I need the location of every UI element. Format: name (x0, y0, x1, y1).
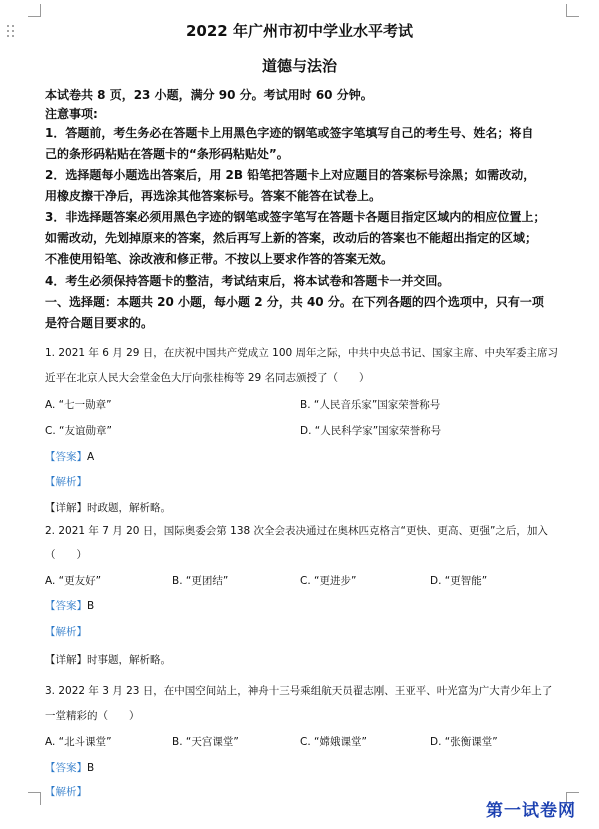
notice-line: 如需改动，先划掉原来的答案，然后再写上新的答案，改动后的答案也不能超出指定的区域； (45, 231, 538, 245)
option-d: D. “人民科学家”国家荣誉称号 (300, 425, 442, 437)
detail-line: 【详解】时事题，解析略。 (45, 654, 171, 666)
answer-value: B (87, 762, 95, 774)
site-watermark: 第一试卷网 (486, 801, 576, 821)
intro-text: 本试卷共 8 页，23 小题，满分 90 分。考试用时 60 分钟。 (45, 88, 373, 102)
answer-line (45, 449, 94, 464)
option-d: D. “张衡课堂” (430, 736, 498, 748)
option-a: A. “更友好” (45, 575, 102, 587)
analysis-label: 【解析】 (45, 476, 87, 488)
crop-mark-bottom-left (28, 792, 41, 805)
answer-label: 【答案】 (45, 600, 87, 612)
notice-line: 不准使用铅笔、涂改液和修正带。不按以上要求作答的答案无效。 (45, 252, 394, 266)
notice-line: 2．选择题每小题选出答案后，用 2B 铅笔把答题卡上对应题目的答案标号涂黑；如需改动， (45, 168, 536, 182)
exam-title: 2022 年广州市初中学业水平考试 (186, 22, 413, 40)
question-stem: 3. 2022 年 3 月 23 日，在中国空间站上，神舟十三号乘组航天员翟志刚、王亚平、叶光富为广大青少年上了 (45, 685, 553, 697)
option-a: A. “北斗课堂” (45, 736, 112, 748)
question-stem: 一堂精彩的（ ） (45, 710, 140, 722)
analysis-label: 【解析】 (45, 626, 87, 638)
answer-value: A (87, 451, 95, 463)
option-c: C. “嫦娥课堂” (300, 736, 367, 748)
notice-line: 用橡皮擦干净后，再选涂其他答案标号。答案不能答在试卷上。 (45, 189, 382, 203)
answer-label: 【答案】 (45, 762, 87, 774)
question-stem: 2. 2021 年 7 月 20 日，国际奥委会第 138 次全会表决通过在奥林匹克格言“更快、更高、更强”之后，加入 (45, 525, 548, 537)
detail-line: 【详解】时政题，解析略。 (45, 502, 171, 514)
option-c: C. “更进步” (300, 575, 357, 587)
option-c: C. “友谊勋章” (45, 425, 112, 437)
crop-mark-top-left (28, 4, 41, 17)
notice-line: 3．非选择题答案必须用黑色字迹的钢笔或签字笔写在答题卡各题目指定区域内的相应位置上； (45, 210, 546, 224)
notice-line: 己的条形码粘贴在答题卡的“条形码粘贴处”。 (45, 147, 289, 161)
option-b: B. “人民音乐家”国家荣誉称号 (300, 399, 441, 411)
section-heading-cont: 是符合题目要求的。 (45, 316, 154, 330)
answer-line (45, 598, 94, 613)
answer-line (45, 760, 94, 775)
question-stem: 1. 2021 年 6 月 29 日，在庆祝中国共产党成立 100 周年之际，中共中央总书记、国家主席、中央军委主席习 (45, 347, 559, 359)
option-d: D. “更智能” (430, 575, 488, 587)
answer-value: B (87, 600, 95, 612)
option-b: B. “天宫课堂” (172, 736, 239, 748)
subject-title: 道德与法治 (261, 57, 337, 75)
question-stem: 近平在北京人民大会堂金色大厅向张桂梅等 29 名同志颁授了（ ） (45, 372, 370, 384)
answer-label: 【答案】 (45, 451, 87, 463)
notice-heading: 注意事项: (45, 107, 98, 121)
section-heading: 一、选择题：本题共 20 小题，每小题 2 分，共 40 分。在下列各题的四个选项中，只有一项 (45, 295, 544, 309)
option-b: B. “更团结” (172, 575, 229, 587)
analysis-label: 【解析】 (45, 786, 87, 798)
option-a: A. “七一勋章” (45, 399, 112, 411)
question-stem: （ ） (45, 549, 87, 561)
crop-mark-top-right (566, 4, 579, 17)
notice-line: 1．答题前，考生务必在答题卡上用黑色字迹的钢笔或签字笔填写自己的考生号、姓名；将自 (45, 126, 534, 140)
notice-line: 4．考生必须保持答题卡的整洁，考试结束后，将本试卷和答题卡一并交回。 (45, 274, 450, 288)
